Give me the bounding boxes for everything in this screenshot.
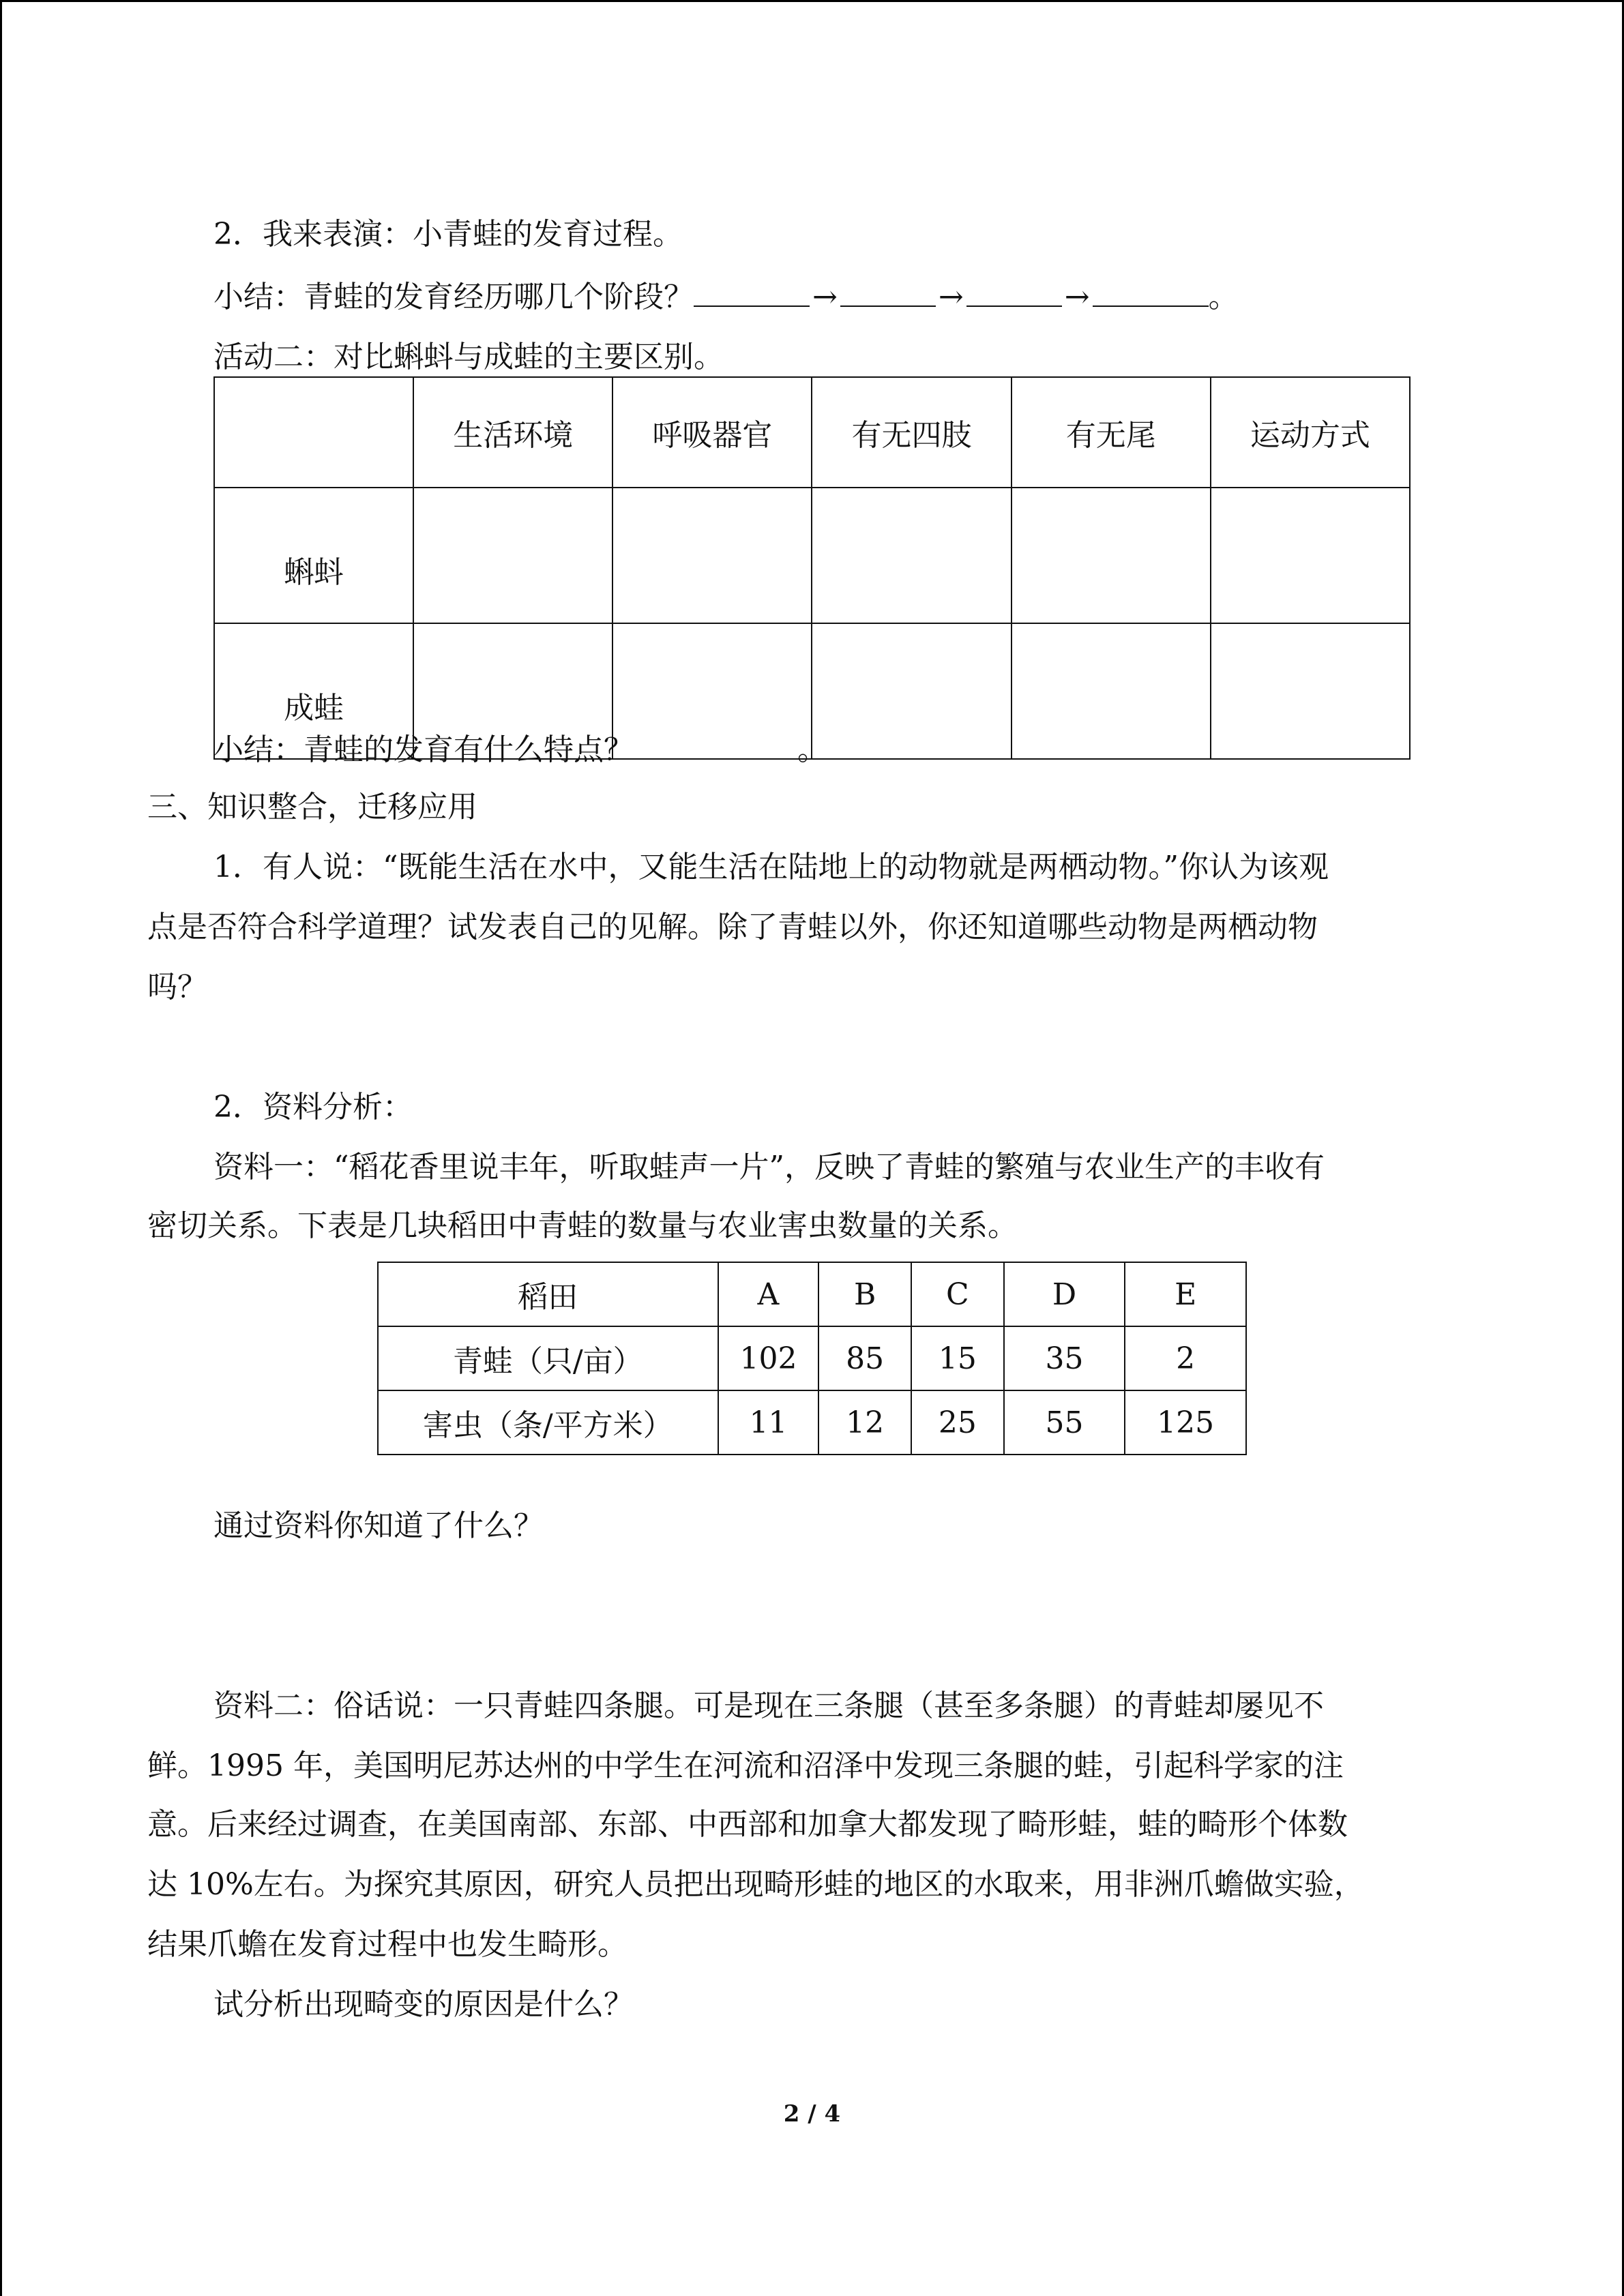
arrow-1: → <box>812 280 838 314</box>
comparison-header-cell: 有无尾 <box>1012 377 1211 488</box>
pest-count: 25 <box>911 1390 1004 1455</box>
page-top-border <box>0 0 1624 2</box>
answer-cell[interactable] <box>812 623 1011 759</box>
material-two-line1: 资料二：俗话说：一只青蛙四条腿。可是现在三条腿（甚至多条腿）的青蛙却屡见不 <box>213 1688 1324 1723</box>
answer-cell[interactable] <box>1012 488 1211 623</box>
arrow-2: → <box>938 280 964 314</box>
perform-heading: 2．我来表演：小青蛙的发育过程。 <box>213 217 683 252</box>
summary-stages-end: 。 <box>1208 280 1239 314</box>
answer-blank-1[interactable] <box>694 275 810 307</box>
material-one-question: 通过资料你知道了什么？ <box>213 1508 544 1543</box>
comparison-table <box>213 376 1411 760</box>
row-label-adult-frog: 成蛙 <box>214 623 413 759</box>
comparison-header-cell: 生活环境 <box>413 377 612 488</box>
comparison-table-header-row <box>214 377 1410 488</box>
answer-cell[interactable] <box>812 488 1011 623</box>
section-three-title: 三、知识整合，迁移应用 <box>147 790 477 824</box>
material-two-line5: 结果爪蟾在发育过程中也发生畸形。 <box>147 1927 628 1962</box>
table-row <box>378 1326 1246 1390</box>
answer-cell[interactable] <box>1211 488 1410 623</box>
comparison-header-cell: 呼吸器官 <box>612 377 812 488</box>
comparison-header-cell: 运动方式 <box>1211 377 1410 488</box>
question-one-line3: 吗？ <box>147 970 207 1004</box>
question-two-title: 2．资料分析： <box>213 1090 413 1124</box>
answer-cell[interactable] <box>612 488 812 623</box>
page-left-border <box>0 0 2 2296</box>
question-one-line2: 点是否符合科学道理？试发表自己的见解。除了青蛙以外，你还知道哪些动物是两栖动物 <box>147 910 1318 944</box>
answer-blank-4[interactable] <box>1093 275 1209 307</box>
pest-count: 125 <box>1125 1390 1246 1455</box>
comparison-header-cell: 有无四肢 <box>812 377 1011 488</box>
table-row <box>378 1262 1246 1326</box>
row-label-tadpole: 蝌蚪 <box>214 488 413 623</box>
answer-blank-5[interactable] <box>634 728 797 760</box>
answer-blank-3[interactable] <box>966 275 1062 307</box>
paddy-d: D <box>1004 1262 1125 1326</box>
material-two-line4: 达 10%左右。为探究其原因，研究人员把出现畸形蛙的地区的水取来，用非洲爪蟾做实验， <box>147 1867 1364 1902</box>
summary-stages-label: 小结：青蛙的发育经历哪几个阶段？ <box>213 280 694 314</box>
pest-count: 55 <box>1004 1390 1125 1455</box>
answer-cell[interactable] <box>1012 623 1211 759</box>
material-two-line2: 鲜。1995 年，美国明尼苏达州的中学生在河流和沼泽中发现三条腿的蛙，引起科学家的注 <box>147 1748 1344 1783</box>
frog-count: 2 <box>1125 1326 1246 1390</box>
arrow-3: → <box>1064 280 1090 314</box>
paddy-a: A <box>718 1262 819 1326</box>
frog-count: 85 <box>818 1326 911 1390</box>
frog-count: 15 <box>911 1326 1004 1390</box>
question-one-line1: 1．有人说：“既能生活在水中，又能生活在陆地上的动物就是两栖动物。”你认为该观 <box>213 850 1329 884</box>
summary-stages <box>213 275 1239 318</box>
material-one-line2: 密切关系。下表是几块稻田中青蛙的数量与农业害虫数量的关系。 <box>147 1208 1018 1243</box>
summary-characteristics <box>213 728 827 771</box>
answer-cell[interactable] <box>1211 623 1410 759</box>
material-two-question: 试分析出现畸变的原因是什么？ <box>213 1987 634 2022</box>
comparison-header-cell <box>214 377 413 488</box>
answer-cell[interactable] <box>413 488 612 623</box>
material-one-line1: 资料一：“稻花香里说丰年，听取蛙声一片”，反映了青蛙的繁殖与农业生产的丰收有 <box>213 1150 1325 1184</box>
pest-row-label: 害虫（条/平方米） <box>378 1390 718 1455</box>
answer-blank-2[interactable] <box>840 275 936 307</box>
summary-characteristics-label: 小结：青蛙的发育有什么特点？ <box>213 732 634 767</box>
pest-count: 11 <box>718 1390 819 1455</box>
frog-count: 102 <box>718 1326 819 1390</box>
frog-count: 35 <box>1004 1326 1125 1390</box>
activity-two-heading: 活动二：对比蝌蚪与成蛙的主要区别。 <box>213 340 724 374</box>
paddy-header: 稻田 <box>378 1262 718 1326</box>
summary-characteristics-end: 。 <box>797 732 827 767</box>
material-two-line3: 意。后来经过调查，在美国南部、东部、中西部和加拿大都发现了畸形蛙，蛙的畸形个体数 <box>147 1807 1348 1842</box>
paddy-b: B <box>818 1262 911 1326</box>
paddy-e: E <box>1125 1262 1246 1326</box>
table-row <box>214 488 1410 623</box>
table-row <box>378 1390 1246 1455</box>
frog-pest-table <box>377 1262 1247 1455</box>
frog-row-label: 青蛙（只/亩） <box>378 1326 718 1390</box>
page-number: 2 / 4 <box>783 2100 841 2128</box>
paddy-c: C <box>911 1262 1004 1326</box>
pest-count: 12 <box>818 1390 911 1455</box>
